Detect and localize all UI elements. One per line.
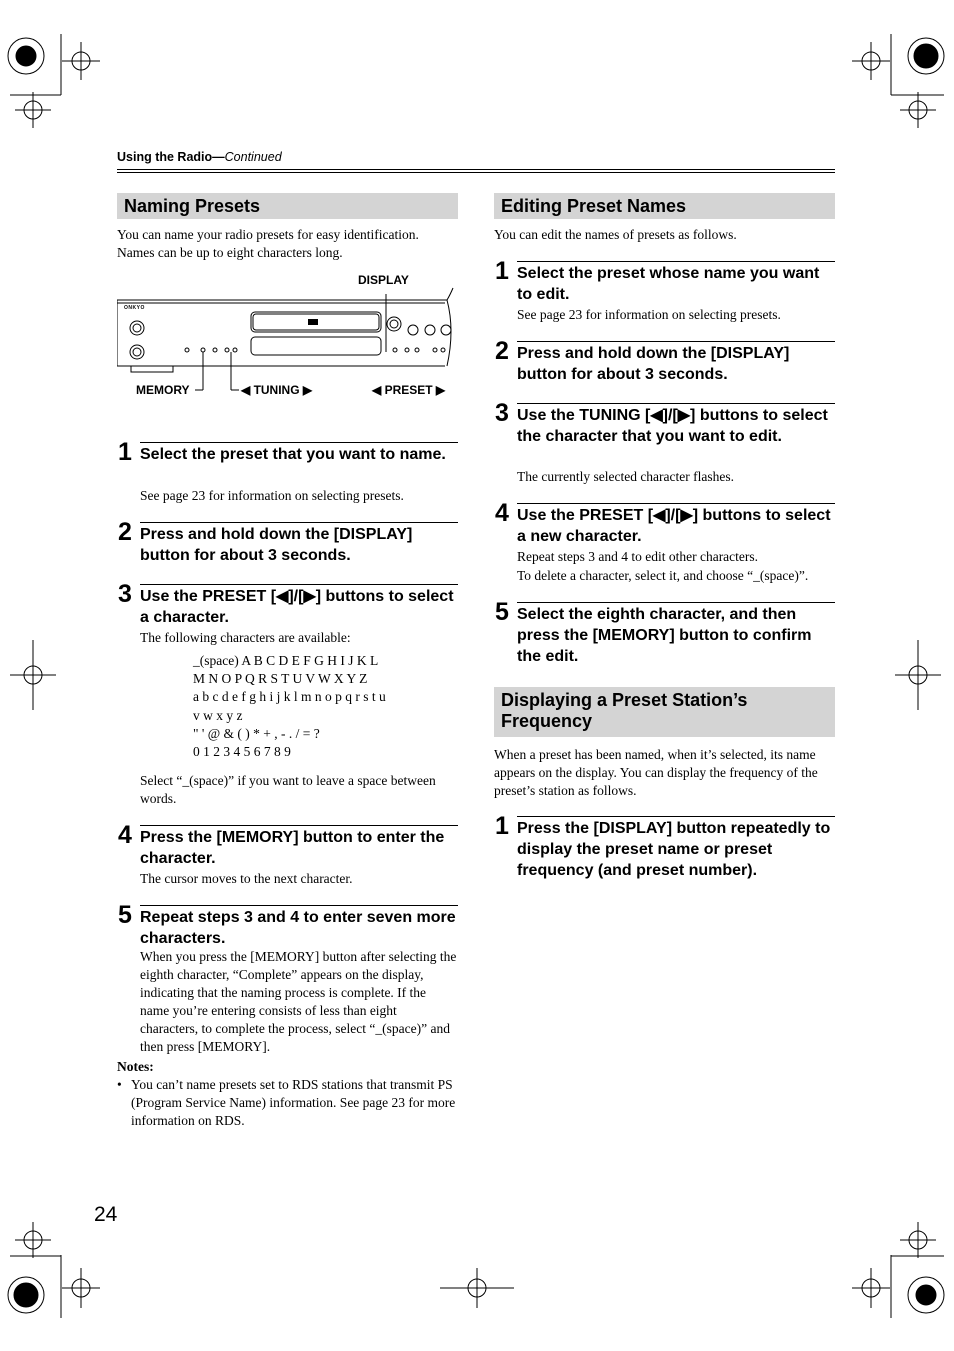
char-line: 0 1 2 3 4 5 6 7 8 9 xyxy=(193,744,291,760)
step-desc: The currently selected character flashes. xyxy=(517,469,735,484)
section-heading-editing: Editing Preset Names xyxy=(494,193,835,219)
header-section: Using the Radio— xyxy=(117,150,225,164)
step-number: 2 xyxy=(118,518,132,546)
section-heading-displaying: Displaying a Preset Station’s Frequency xyxy=(494,687,835,737)
step-number: 1 xyxy=(495,257,509,285)
step-desc-2: To delete a character, select it, and choose “_(space)”. xyxy=(517,568,809,583)
step-number: 3 xyxy=(495,399,509,427)
step-number: 4 xyxy=(118,821,132,849)
header-rule xyxy=(117,169,835,170)
step-number: 5 xyxy=(495,598,509,626)
step-desc: The cursor moves to the next character. xyxy=(140,871,353,886)
page-number: 24 xyxy=(94,1203,118,1226)
intro-displaying: When a preset has been named, when it’s selected, its name appears on the display. You can display the frequency of the preset’s station as follows. xyxy=(494,747,818,798)
char-line: " ' @ & ( ) * + , - . / = ? xyxy=(193,725,320,741)
display-label: DISPLAY xyxy=(358,273,409,287)
step-number: 2 xyxy=(495,337,509,365)
step-title: Select the preset that you want to name. xyxy=(140,446,446,463)
step-desc: See page 23 for information on selecting presets. xyxy=(140,488,404,503)
step-number: 1 xyxy=(495,812,509,840)
step-title: Press the [MEMORY] button to enter the character. xyxy=(140,829,445,867)
running-header xyxy=(117,150,282,164)
memory-label: MEMORY xyxy=(136,383,190,397)
step-title: Press and hold down the [DISPLAY] button for about 3 seconds. xyxy=(140,526,413,564)
step-title: Press and hold down the [DISPLAY] button for about 3 seconds. xyxy=(517,345,790,383)
preset-label: ◀ PRESET ▶ xyxy=(372,383,446,397)
header-rule-2 xyxy=(117,172,835,173)
step-title: Select the eighth character, and then press the [MEMORY] button to confirm the edit. xyxy=(517,606,812,665)
notes-title: Notes: xyxy=(117,1059,154,1074)
step-number: 3 xyxy=(118,580,132,608)
step-number: 4 xyxy=(495,499,509,527)
char-line: a b c d e f g h i j k l m n o p q r s t u xyxy=(193,689,386,705)
step-title: Use the PRESET [◀]/[▶] buttons to select a character. xyxy=(140,588,454,626)
intro-naming: You can name your radio presets for easy identification. Names can be up to eight characters long. xyxy=(117,227,419,260)
note-text: You can’t name presets set to RDS stations that transmit PS (Program Service Name) information. See page 23 for more information on RDS. xyxy=(131,1077,456,1128)
section-heading-naming-presets: Naming Presets xyxy=(117,193,458,219)
intro-editing: You can edit the names of presets as follows. xyxy=(494,227,737,242)
brand-logo: ONKYO xyxy=(124,305,145,311)
space-note: Select “_(space)” if you want to leave a space between words. xyxy=(140,773,436,806)
tuner-front-panel xyxy=(117,270,462,400)
tuning-label: ◀ TUNING ▶ xyxy=(241,383,313,397)
step-desc: Repeat steps 3 and 4 to edit other characters. xyxy=(517,549,759,564)
step-number: 1 xyxy=(118,438,132,466)
step-title: Repeat steps 3 and 4 to enter seven more characters. xyxy=(140,909,456,947)
step-title: Select the preset whose name you want to edit. xyxy=(517,265,820,303)
char-line: M N O P Q R S T U V W X Y Z xyxy=(193,671,368,687)
step-title: Use the TUNING [◀]/[▶] buttons to select the character that you want to edit. xyxy=(517,407,828,445)
step-desc: When you press the [MEMORY] button after selecting the eighth character, “Complete” appears on the display, indicating that the naming process is complete. If the name you’re entering consists of less than eight characters, to complete the process, select “_(space)” and then press [MEMORY]. xyxy=(140,949,457,1054)
character-list xyxy=(193,652,386,761)
step-number: 5 xyxy=(118,901,132,929)
char-line: _(space) A B C D E F G H I J K L xyxy=(193,653,379,668)
char-line: v w x y z xyxy=(193,707,243,723)
step-title: Press the [DISPLAY] button repeatedly to display the preset name or preset frequency (and preset number). xyxy=(517,820,831,879)
step-desc: The following characters are available: xyxy=(140,630,351,645)
step-desc: See page 23 for information on selecting presets. xyxy=(517,307,781,322)
device-diagram xyxy=(117,270,462,400)
header-continued: Continued xyxy=(224,150,282,164)
note-item: • You can’t name presets set to RDS stations that transmit PS (Program Service Name) information. See page 23 for more information on RDS. xyxy=(117,1076,458,1130)
step-title: Use the PRESET [◀]/[▶] buttons to select a new character. xyxy=(517,507,831,545)
